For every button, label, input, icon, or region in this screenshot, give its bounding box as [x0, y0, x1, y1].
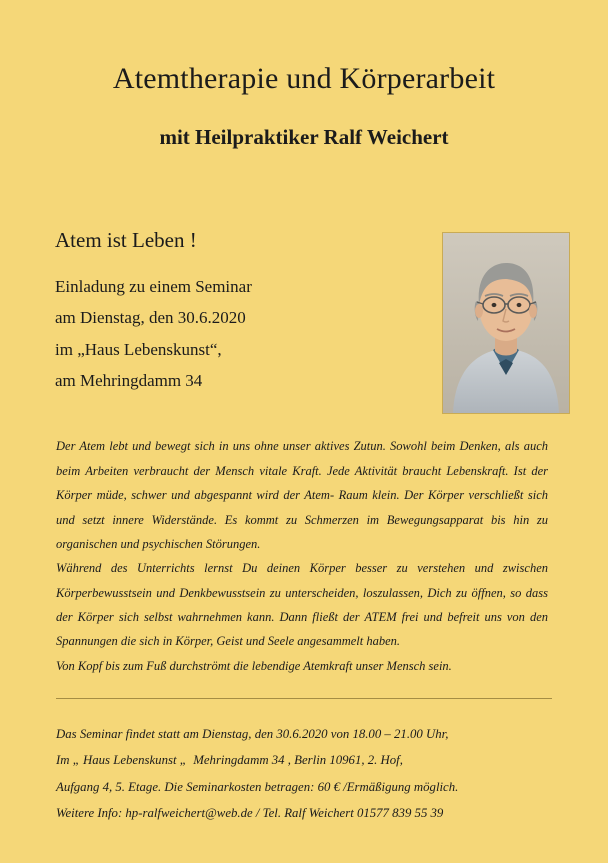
footer-line: Im „ Haus Lebenskunst „ Mehringdamm 34 , Berlin 10961, 2. Hof,	[56, 753, 403, 768]
invitation-line: im „Haus Lebenskunst“,	[55, 339, 222, 359]
footer-contact-line: Weitere Info: hp-ralfweichert@web.de / Tel. Ralf Weichert 01577 839 55 39	[56, 805, 444, 820]
paragraph: Von Kopf bis zum Fuß durchströmt die lebendige Atemkraft unser Mensch sein.	[56, 658, 452, 673]
invitation-line: Einladung zu einem Seminar	[55, 276, 252, 296]
footer-details	[38, 699, 570, 826]
footer-line: Das Seminar findet statt am Dienstag, den 30.6.2020 von 18.00 – 21.00 Uhr,	[56, 727, 449, 742]
page-title: Atemtherapie und Körperarbeit	[112, 62, 496, 95]
portrait-photo	[442, 232, 570, 414]
paragraph: Während des Unterrichts lernst Du deinen Körper besser zu verstehen und zwischen Körperbewusstsein und Denkbewusstsein zu unterscheiden, loszulassen, Dich zu öffnen, so dass der Körper sich selbst wahrnehmen kann. Dann fließt der ATEM frei und befreit uns von den Spannungen die sich in Körper, Geist und Seele angesammelt haben.	[56, 561, 548, 649]
divider	[56, 698, 552, 699]
invitation-block	[38, 253, 385, 397]
invitation-line: am Mehringdamm 34	[55, 371, 203, 390]
paragraph: Der Atem lebt und bewegt sich in uns ohne unser aktives Zutun. Sowohl beim Denken, als auch beim Arbeiten verbraucht der Mensch vitale Kraft. Jede Aktivität braucht Lebenskraft. Ist der Körper müde, schwer und abgespannt wird der Atem- Raum klein. Der Körper verschließt sich und setzt innere Widerstände. Es kommt zu Schmerzen im Bewegungsapparat bis hin zu organischen und psychischen Störungen.	[56, 439, 548, 551]
page-subtitle: mit Heilpraktiker Ralf Weichert	[159, 124, 449, 149]
invitation-line: am Dienstag, den 30.6.2020	[55, 308, 246, 328]
body-text	[38, 396, 570, 678]
footer-line: Aufgang 4, 5. Etage. Die Seminarkosten betragen: 60 € /Ermäßigung möglich.	[56, 779, 459, 794]
section-headline: Atem ist Leben !	[55, 227, 197, 252]
